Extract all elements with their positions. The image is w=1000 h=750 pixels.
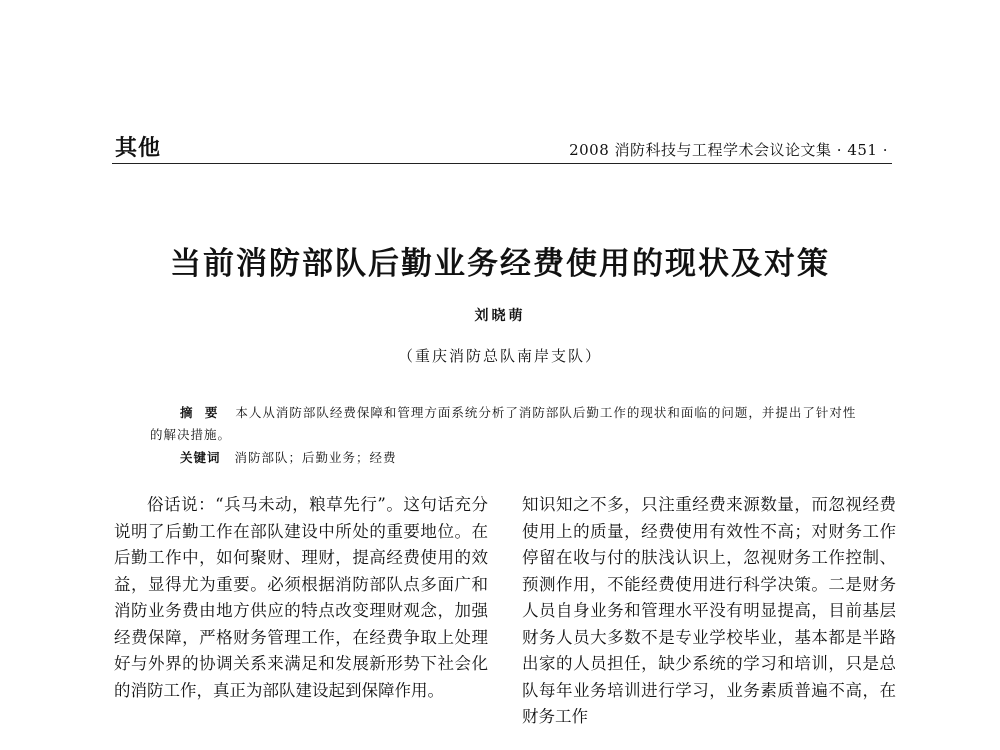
body-paragraph: 俗话说：“兵马未动，粮草先行”。这句话充分说明了后勤工作在部队建设中所处的重要地位。在后勤工作中，如何聚财、理财，提高经费使用的效益，显得尤为重要。必须根据消防部队点多面广和消防业务费由地方供应的特点改变理财观念，加强经费保障，严格财务管理工作，在经费争取上处理好与外界的协调关系来满足和发展新形势下社会化的消防工作，真正为部队建设起到保障作用。 [114, 495, 488, 700]
keywords-text: 消防部队；后勤业务；经费 [234, 450, 397, 465]
running-header: 2008 消防科技与工程学术会议论文集 · 451 · [569, 141, 888, 159]
abstract [150, 402, 862, 446]
abstract-label: 摘 要 [180, 405, 222, 420]
body-paragraph: 知识知之不多，只注重经费来源数量，而忽视经费使用上的质量，经费使用有效性不高；对财务工作停留在收与付的肤浅认识上，忽视财务工作控制、预测作用，不能经费使用进行科学决策。二是财务人员自身业务和管理水平没有明显提高，目前基层财务人员大多数不是专业学校毕业，基本都是半路出家的人员担任，缺少系统的学习和培训，只是总队每年业务培训进行学习，业务素质普遍不高，在财务工作 [522, 495, 896, 726]
paper-title: 当前消防部队后勤业务经费使用的现状及对策 [170, 246, 830, 282]
author-affiliation: （重庆消防总队南岸支队） [397, 347, 602, 365]
author-name: 刘晓萌 [474, 308, 526, 324]
keywords [180, 448, 397, 466]
body-right-column [522, 492, 896, 731]
body-left-column [114, 492, 488, 704]
keywords-label: 关键词 [180, 450, 221, 465]
section-label: 其他 [115, 136, 162, 161]
header-divider [112, 163, 892, 164]
abstract-text: 本人从消防部队经费保障和管理方面系统分析了消防部队后勤工作的现状和面临的问题，并提出了针对性的解决措施。 [150, 405, 857, 442]
